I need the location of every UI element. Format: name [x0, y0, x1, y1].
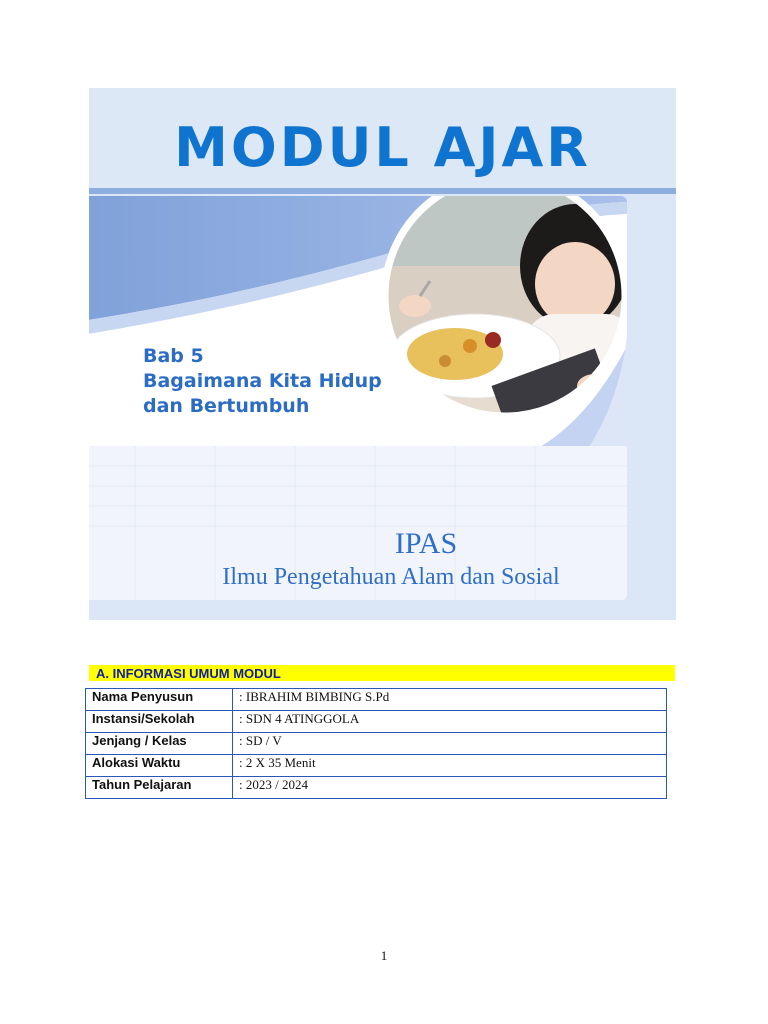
- cover-card: [89, 196, 627, 600]
- info-value: : IBRAHIM BIMBING S.Pd: [233, 689, 667, 711]
- info-label: Jenjang / Kelas: [86, 733, 233, 755]
- page-number: 1: [380, 948, 388, 963]
- table-row: [86, 777, 667, 799]
- subject-full-name: Ilmu Pengetahuan Alam dan Sosial: [222, 564, 560, 590]
- info-label: Tahun Pelajaran: [86, 777, 233, 799]
- chapter-title-line1: Bagaimana Kita Hidup: [143, 370, 382, 392]
- info-table: [85, 688, 667, 799]
- cover-panel: [89, 88, 676, 620]
- info-label: Instansi/Sekolah: [86, 711, 233, 733]
- info-value: : SD / V: [233, 733, 667, 755]
- chapter-title-line2: dan Bertumbuh: [143, 395, 310, 417]
- info-label: Nama Penyusun: [86, 689, 233, 711]
- info-value: : SDN 4 ATINGGOLA: [233, 711, 667, 733]
- table-row: [86, 689, 667, 711]
- section-heading: A. INFORMASI UMUM MODUL: [89, 665, 675, 681]
- chapter-number: Bab 5: [143, 345, 204, 367]
- info-value: : 2023 / 2024: [233, 777, 667, 799]
- table-row: [86, 733, 667, 755]
- table-row: [86, 711, 667, 733]
- info-value: : 2 X 35 Menit: [233, 755, 667, 777]
- chapter-heading: [143, 344, 382, 419]
- info-label: Alokasi Waktu: [86, 755, 233, 777]
- table-row: [86, 755, 667, 777]
- module-title: MODUL AJAR: [174, 116, 591, 179]
- subject-title: IPAS: [394, 527, 458, 560]
- subject-block: [89, 526, 627, 592]
- title-divider: [89, 188, 676, 194]
